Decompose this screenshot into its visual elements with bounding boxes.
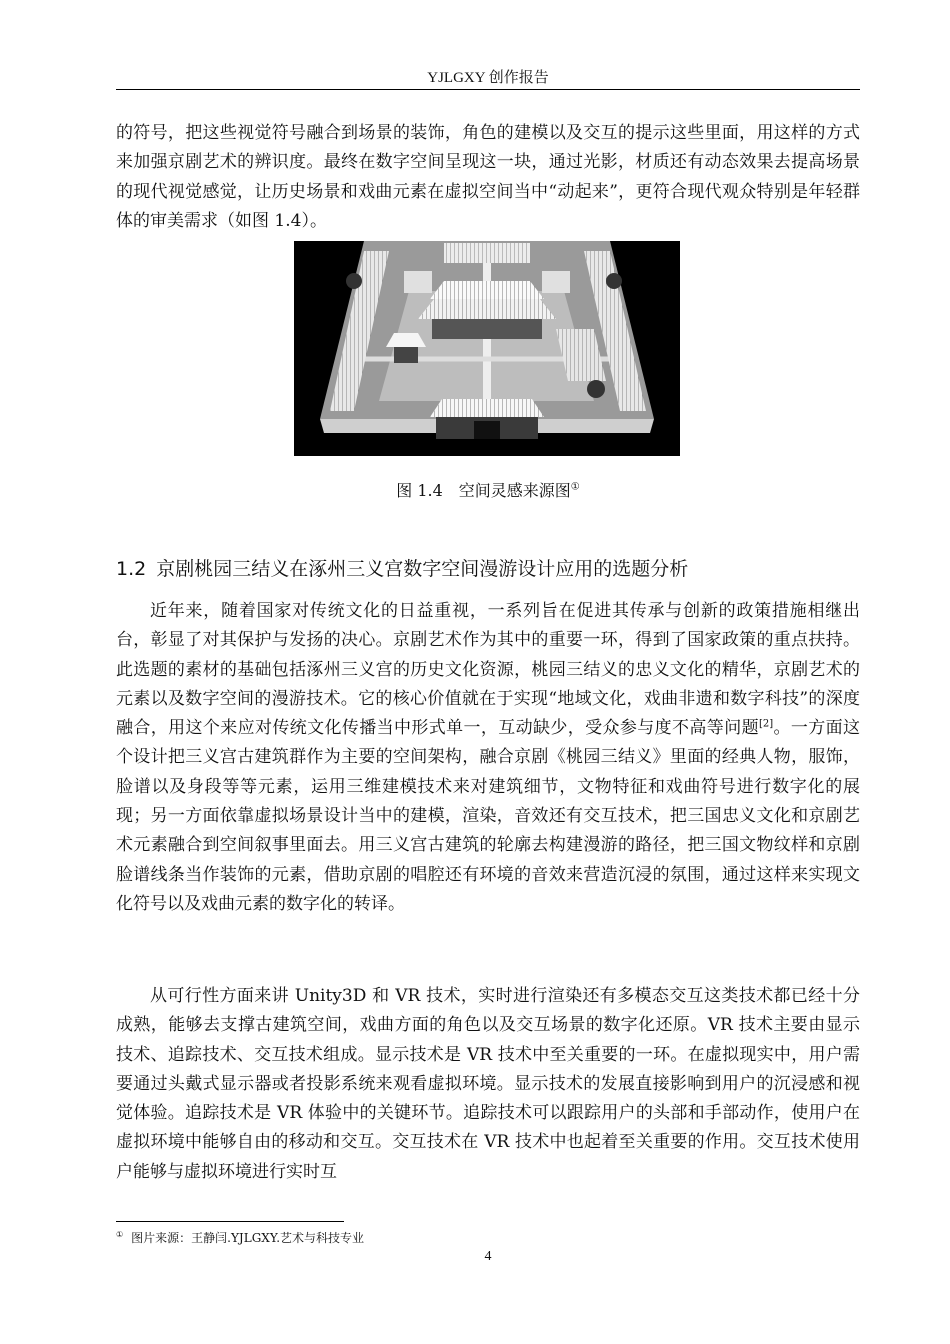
body-paragraph-1 <box>116 597 860 919</box>
page-header: YJLGXY 创作报告 <box>427 70 549 86</box>
section-number: 1.2 <box>116 558 147 580</box>
footnote-text: 图片来源：王静闫.YJLGXY.艺术与科技专业 <box>131 1231 365 1245</box>
paragraph-1-text-a: 近年来，随着国家对传统文化的日益重视，一系列旨在促进其传承与创新的政策措施相继出台，彰显了对其保护与发扬的决心。京剧艺术作为其中的重要一环，得到了国家政策的重点扶持。此选题的素材的基础包括涿州三义宫的历史文化资源，桃园三结义的忠义文化的精华，京剧艺术的元素以及数字空间的漫游技术。它的核心价值就在于实现“地域文化，戏曲非遗和数字科技”的深度融合，用这个来应对传统文化传播当中形式单一，互动缺少，受众参与度不高等问题 <box>116 601 860 739</box>
paragraph-1-text-b: 。一方面这个设计把三义宫古建筑群作为主要的空间架构，融合京剧《桃园三结义》里面的经典人物，服饰，脸谱以及身段等等元素，运用三维建模技术来对建筑细节，文物特征和戏曲符号进行数字化的展现；另一方面依靠虚拟场景设计当中的建模，渲染，音效还有交互技术，把三国忠义文化和京剧艺术元素融合到空间叙事里面去。用三义宫古建筑的轮廓去构建漫游的路径，把三国文物纹样和京剧脸谱线条当作装饰的元素，借助京剧的唱腔还有环境的音效来营造沉浸的氛围，通过这样来实现文化符号以及戏曲元素的数字化的转译。 <box>116 718 861 914</box>
figure-caption-text: 图 1.4 空间灵感来源图 <box>396 481 571 500</box>
footnote-mark: ① <box>116 1230 124 1239</box>
palace-complex-illustration <box>294 241 680 456</box>
figure-image <box>294 241 680 456</box>
section-heading <box>116 555 860 583</box>
figure-caption <box>116 478 860 501</box>
footnote <box>116 1229 860 1246</box>
header-rule <box>116 89 860 90</box>
footnote-rule <box>116 1221 344 1222</box>
body-paragraph-2: 从可行性方面来讲 Unity3D 和 VR 技术，实时进行渲染还有多模态交互这类技术都已经十分成熟，能够去支撑古建筑空间，戏曲方面的角色以及交互场景的数字化还原。VR 技术主要由显示技术、追踪技术、交互技术组成。显示技术是 VR 技术中至关重要的一环。在虚拟现实中，用户需要通过头戴式显示器或者投影系统来观看虚拟环境。显示技术的发展直接影响到用户的沉浸感和视觉体验。追踪技术是 VR 体验中的关键环节。追踪技术可以跟踪用户的头部和手部动作，使用户在虚拟环境中能够自由的移动和交互。交互技术在 VR 技术中也起着至关重要的作用。交互技术使用户能够与虚拟环境进行实时互 <box>116 986 860 1182</box>
page-number: 4 <box>484 1249 492 1264</box>
caption-footnote-mark: ① <box>570 481 580 493</box>
citation-ref[interactable]: [2] <box>758 718 774 730</box>
section-title-text: 京剧桃园三结义在涿州三义宫数字空间漫游设计应用的选题分析 <box>156 558 689 580</box>
intro-paragraph: 的符号，把这些视觉符号融合到场景的装饰，角色的建模以及交互的提示这些里面，用这样的方式来加强京剧艺术的辨识度。最终在数字空间呈现这一块，通过光影，材质还有动态效果去提高场景的现代视觉感觉，让历史场景和戏曲元素在虚拟空间当中“动起来”，更符合现代观众特别是年轻群体的审美需求（如图 1.4）。 <box>116 123 860 231</box>
